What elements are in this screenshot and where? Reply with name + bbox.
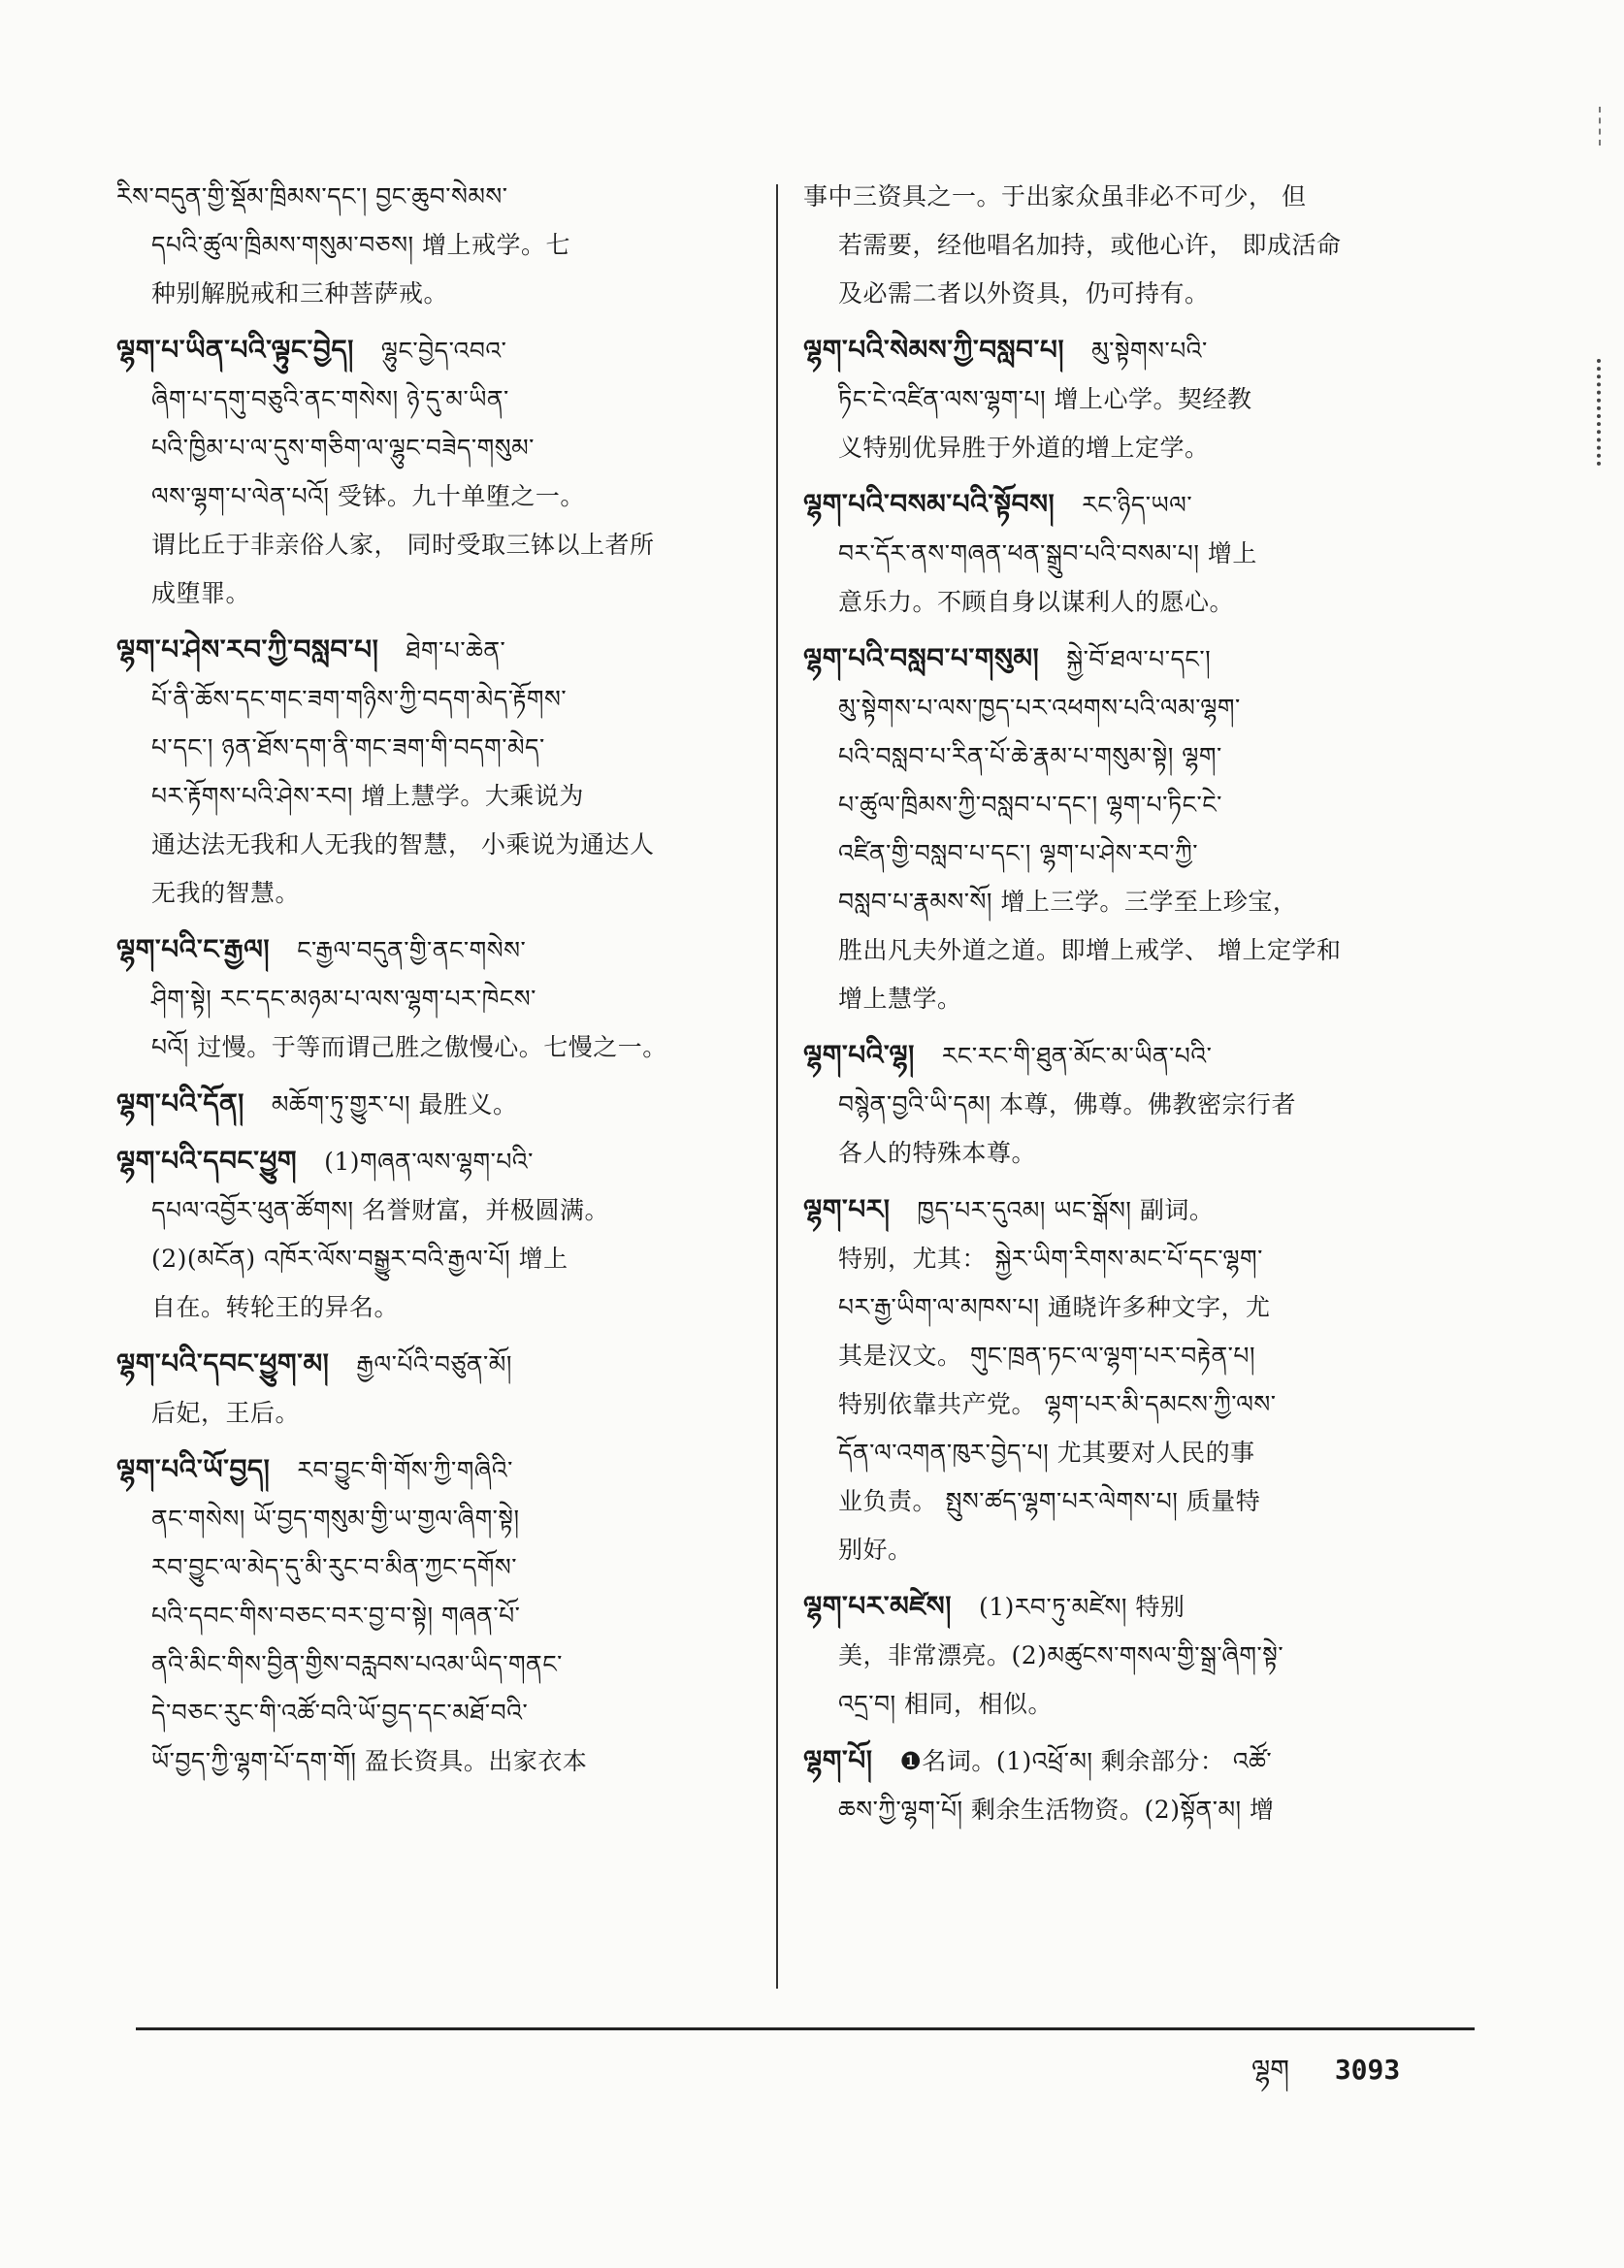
dictionary-entry: [803, 326, 1439, 472]
entry-line: [803, 878, 1439, 926]
entry-text: རང་རང་གི་ཐུན་མོང་མ་ཡིན་པའི་: [941, 1042, 1213, 1070]
entry-text: 事中三资具之一。于出家众虽非必不可少， 但: [803, 182, 1307, 211]
dictionary-entry: [803, 1736, 1439, 1834]
dictionary-entry: [116, 326, 752, 618]
entry-line: [803, 1429, 1439, 1477]
entry-line: [116, 772, 752, 821]
entry-line: [116, 1235, 752, 1283]
entry-line: [803, 424, 1439, 472]
entry-line: [116, 869, 752, 918]
entry-text: 特别，尤其： སྐྱེར་ཡིག་རིགས་མང་པོ་དང་ལྷག་: [838, 1245, 1263, 1273]
entry-text: ནང་གསེས། ཡོ་བྱད་གསུམ་གྱི་ཡ་གྱལ་ཞིག་སྟེ།: [151, 1505, 520, 1533]
dictionary-entry: [803, 1185, 1439, 1574]
entry-line: [116, 1023, 752, 1072]
entry-text: 自在。转轮王的异名。: [151, 1293, 400, 1321]
entry-line: [803, 1129, 1439, 1178]
entry-line: [116, 472, 752, 521]
dictionary-entry: [803, 1582, 1439, 1729]
entry-line: [116, 424, 752, 472]
entry-text: པར་རྒྱ་ཡིག་ལ་མཁས་པ། 通晓许多种文字，尤: [838, 1293, 1271, 1321]
entry-text: མུ་སྟེགས་པ་ལས་ཁྱད་པར་འཕགས་པའི་ལམ་ལྷག་: [838, 694, 1241, 722]
entry-text: 各人的特殊本尊。: [838, 1139, 1037, 1167]
entry-text: 成堕罪。: [151, 579, 251, 607]
entry-text: བར་དོར་ནས་གཞན་ཕན་སྒྲུབ་པའི་བསམ་པ། 增上: [838, 539, 1257, 567]
entry-text: མུ་སྟེགས་པའི་: [1091, 337, 1208, 365]
entry-text: ཐེག་པ་ཆེན་: [406, 636, 506, 664]
headword: ལྷག་པའི་དོན།: [116, 1087, 244, 1119]
entry-line: [116, 1283, 752, 1332]
dictionary-entry: [803, 634, 1439, 1023]
entry-line: [116, 1689, 752, 1737]
entry-text: ཤིག་སྟེ། རང་དང་མཉམ་པ་ལས་ལྷག་པར་ཁེངས་: [151, 985, 536, 1013]
entry-line: [803, 1477, 1439, 1526]
right-column: [803, 173, 1439, 1842]
entry-text: པའི་བསླབ་པ་རིན་པོ་ཆེ་རྣམ་པ་གསུམ་སྟེ། ལྷག་: [838, 742, 1222, 770]
dictionary-entry: [803, 1031, 1439, 1178]
dictionary-entry: [116, 1137, 752, 1332]
entry-text: ❶名词。(1)འཕྲོ་མ། 剩余部分： འཚོ་: [899, 1747, 1273, 1775]
dictionary-entry: [116, 925, 752, 1072]
entry-line: [803, 975, 1439, 1023]
entry-line: [803, 1680, 1439, 1729]
headword: ལྷག་པའི་ཡོ་བྱད།: [116, 1453, 271, 1485]
entry-text: པའོ། 过慢。于等而谓己胜之傲慢心。七慢之一。: [151, 1033, 667, 1061]
entry-line: [116, 626, 752, 675]
entry-text: 胜出凡夫外道之道。即增上戒学、 增上定学和: [838, 936, 1342, 964]
entry-line: [116, 1737, 752, 1786]
entry-text: རབ་བྱུང་ལ་མེད་དུ་མི་རུང་བ་མིན་ཀྱང་དགོས་: [151, 1553, 517, 1581]
entry-line: [803, 1185, 1439, 1235]
column-divider: [776, 184, 778, 1989]
entry-text: 及必需二者以外资具，仍可持有。: [838, 279, 1210, 308]
entry-text: པོ་ནི་ཆོས་དང་གང་ཟག་གཉིས་ཀྱི་བདག་མེད་རྟོགས་: [151, 685, 568, 713]
entry-line: [803, 1332, 1439, 1380]
headword: ལྷག་པའི་དབང་ཕྱུག་མ།: [116, 1347, 330, 1379]
entry-text: དཔའི་ཚུལ་ཁྲིམས་གསུམ་བཅས། 增上戒学。七: [151, 231, 570, 259]
entry-text: 别好。: [838, 1536, 913, 1564]
entry-line: [803, 684, 1439, 732]
entry-text: རིས་བདུན་གྱི་སྡོམ་ཁྲིམས་དང་། བྱང་ཆུབ་སེམས་: [116, 182, 508, 211]
entry-line: [803, 375, 1439, 424]
left-column: [116, 173, 752, 1794]
entry-text: པ་དང་། ཉན་ཐོས་དག་ནི་གང་ཟག་གི་བདག་མེད་: [151, 733, 545, 761]
headword: ལྷག་པོ།: [803, 1744, 873, 1776]
entry-line: [803, 221, 1439, 270]
dictionary-entry: [116, 626, 752, 918]
entry-line: [116, 221, 752, 270]
page-number: 3093: [1334, 2054, 1401, 2086]
entry-text: འདྲ་བ། 相同，相似。: [838, 1690, 1053, 1718]
entry-line: [803, 1632, 1439, 1680]
entry-line: [116, 975, 752, 1023]
entry-line: [803, 732, 1439, 781]
entry-text: ལས་ལྷག་པ་ལེན་པའོ། 受钵。九十单堕之一。: [151, 482, 585, 510]
entry-text: (1)གཞན་ལས་ལྷག་པའི་: [324, 1148, 534, 1176]
entry-line: [803, 270, 1439, 318]
entry-text: 后妃，王后。: [151, 1399, 301, 1427]
entry-text: ཁྱད་པར་དུའམ། ཡང་སྒོས། 副词。: [917, 1196, 1215, 1224]
entry-text: 意乐力。不顾自身以谋利人的愿心。: [838, 588, 1235, 616]
entry-line: [803, 1380, 1439, 1429]
entry-text: ཏིང་ངེ་འཛིན་ལས་ལྷག་པ། 增上心学。契经教: [838, 385, 1252, 413]
entry-line: [116, 1340, 752, 1389]
entry-line: [803, 1786, 1439, 1834]
entry-line: [116, 569, 752, 618]
entry-line: [116, 1543, 752, 1592]
headword: ལྷག་པའི་སེམས་ཀྱི་བསླབ་པ།: [803, 334, 1065, 366]
entry-line: [803, 578, 1439, 627]
headword: ལྷག་པའི་ང་རྒྱལ།: [116, 933, 271, 965]
entry-text: ལྷུང་བྱེད་འབའ་: [380, 337, 507, 365]
entry-text: འཛིན་གྱི་བསླབ་པ་དང་། ལྷག་པ་ཤེས་རབ་ཀྱི་: [838, 839, 1199, 867]
entry-text: 通达法无我和人无我的智慧， 小乘说为通达人: [151, 830, 655, 859]
entry-line: [803, 1736, 1439, 1786]
entry-line: [803, 530, 1439, 578]
entry-text: རབ་བྱུང་གི་གོས་ཀྱི་གཞིའི་: [297, 1456, 513, 1484]
entry-line: [803, 926, 1439, 975]
entry-line: [116, 521, 752, 569]
headword: ལྷག་པ་ཡིན་པའི་ལྟུང་བྱེད།: [116, 334, 354, 366]
entry-line: [803, 326, 1439, 375]
entry-text: ང་རྒྱལ་བདུན་གྱི་ནང་གསེས་: [297, 936, 527, 964]
entry-line: [116, 675, 752, 724]
entry-line: [803, 1283, 1439, 1332]
entry-line: [116, 1445, 752, 1495]
entry-line: [803, 1031, 1439, 1081]
entry-text: སྐྱེ་བོ་ཐལ་པ་དང་།: [1066, 645, 1212, 673]
entry-text: 种别解脱戒和三种菩萨戒。: [151, 279, 449, 308]
entry-text: 美，非常漂亮。(2)མཚུངས་གསལ་གྱི་སྒྲ་ཞིག་སྟེ་: [838, 1641, 1284, 1669]
entry-text: 增上慧学。: [838, 985, 962, 1013]
entry-line: [116, 1389, 752, 1438]
entry-text: པའི་ཁྱིམ་པ་ལ་དུས་གཅིག་ལ་ལྷུང་བཟེད་གསུམ་: [151, 434, 535, 462]
entry-text: མཆོག་ཏུ་གྱུར་པ། 最胜义。: [271, 1090, 518, 1118]
entry-line: [803, 1081, 1439, 1129]
entry-text: ཆས་ཀྱི་ལྷག་པོ། 剩余生活物资。(2)སྟོན་མ། 增: [838, 1796, 1275, 1824]
entry-line: [116, 1592, 752, 1640]
entry-text: 无我的智慧。: [151, 879, 301, 907]
entry-line: [803, 634, 1439, 684]
entry-line: [116, 925, 752, 975]
entry-line: [116, 173, 752, 221]
entry-text: པར་རྟོགས་པའི་ཤེས་རབ། 增上慧学。大乘说为: [151, 782, 584, 810]
entry-text: (1)རབ་ཏུ་མཛེས། 特别: [978, 1593, 1186, 1621]
footer-rule: [136, 2027, 1475, 2030]
headword: ལྷག་པའི་བསམ་པའི་སྟོབས།: [803, 488, 1056, 520]
running-head-word: ལྷག: [1251, 2054, 1289, 2086]
headword: ལྷག་པའི་ལྷ།: [803, 1039, 915, 1071]
page-footer: [1251, 2039, 1437, 2116]
entry-text: དོན་ལ་འགན་ཁུར་བྱེད་པ། 尤其要对人民的事: [838, 1439, 1255, 1467]
headword: ལྷག་པར་མཛེས།: [803, 1590, 952, 1622]
entry-line: [803, 1235, 1439, 1283]
entry-text: དཔལ་འབྱོར་ཕུན་ཚོགས། 名誉财富，并极圆满。: [151, 1196, 609, 1224]
dictionary-entry: [116, 1445, 752, 1786]
entry-text: 若需要，经他唱名加持，或他心许， 即成活命: [838, 231, 1342, 259]
headword: ལྷག་པའི་བསླབ་པ་གསུམ།: [803, 642, 1040, 674]
dictionary-entry: [803, 480, 1439, 627]
entry-line: [116, 821, 752, 869]
entry-line: [803, 1582, 1439, 1632]
entry-line: [803, 781, 1439, 829]
entry-line: [803, 173, 1439, 221]
entry-line: [116, 1640, 752, 1689]
entry-line: [116, 724, 752, 772]
entry-text: 其是汉文。 གུང་ཁྲན་ཏང་ལ་ལྷག་པར་བརྟེན་པ།: [838, 1342, 1255, 1370]
headword: ལྷག་པར།: [803, 1193, 891, 1225]
entry-text: རང་ཉིད་ཡལ་: [1082, 491, 1193, 519]
headword: ལྷག་པ་ཤེས་རབ་ཀྱི་བསླབ་པ།: [116, 633, 379, 665]
entry-text: རྒྱལ་པོའི་བཙུན་མོ།: [356, 1350, 512, 1378]
dictionary-entry: [116, 173, 752, 318]
entry-text: བསླབ་པ་རྣམས་སོ། 增上三学。三学至上珍宝，: [838, 888, 1298, 916]
scan-edge-mark: [1597, 359, 1607, 466]
dictionary-entry: [116, 1080, 752, 1129]
entry-line: [803, 1526, 1439, 1574]
entry-text: 义特别优异胜于外道的增上定学。: [838, 434, 1210, 462]
entry-line: [803, 480, 1439, 530]
entry-text: པ་ཚུལ་ཁྲིམས་ཀྱི་བསླབ་པ་དང་། ལྷག་པ་ཏིང་ངེ་: [838, 791, 1222, 819]
entry-text: 谓比丘于非亲俗人家， 同时受取三钵以上者所: [151, 531, 655, 559]
entry-line: [116, 1080, 752, 1129]
scan-edge-mark: [1599, 107, 1607, 146]
entry-line: [116, 1495, 752, 1543]
entry-text: དེ་བཅང་རུང་གི་འཚོ་བའི་ཡོ་བྱད་དང་མཐོ་བའི་: [151, 1699, 529, 1727]
entry-line: [116, 375, 752, 424]
entry-line: [803, 829, 1439, 878]
entry-text: བསྙེན་བྱའི་ཡི་དམ། 本尊，佛尊。佛教密宗行者: [838, 1090, 1296, 1118]
entry-text: (2)(མངོན) འཁོར་ལོས་བསྒྱུར་བའི་རྒྱལ་པོ། 增上: [151, 1245, 568, 1273]
entry-line: [116, 326, 752, 375]
entry-text: ཞིག་པ་དགུ་བཅུའི་ནང་གསེས། ཉེ་དུ་མ་ཡིན་: [151, 385, 509, 413]
dictionary-entry: [116, 1340, 752, 1438]
dictionary-entry: [803, 173, 1439, 318]
entry-line: [116, 1137, 752, 1186]
entry-text: ཡོ་བྱད་ཀྱི་ལྷག་པོ་དག་གོ། 盈长资具。出家衣本: [151, 1747, 588, 1775]
entry-text: ནའི་མིང་གིས་བྱིན་གྱིས་བརླབས་པའམ་ཡིད་གནང་: [151, 1650, 563, 1678]
headword: ལྷག་པའི་དབང་ཕྱུག: [116, 1145, 298, 1177]
entry-text: པའི་དབང་གིས་བཅང་བར་བྱ་བ་སྟེ། གཞན་པོ་: [151, 1602, 521, 1630]
entry-line: [116, 270, 752, 318]
entry-text: 特别依靠共产党。 ལྷག་པར་མི་དམངས་ཀྱི་ལས་: [838, 1390, 1277, 1418]
entry-line: [116, 1186, 752, 1235]
entry-text: 业负责。 སྤུས་ཚད་ལྷག་པར་ལེགས་པ། 质量特: [838, 1487, 1261, 1515]
